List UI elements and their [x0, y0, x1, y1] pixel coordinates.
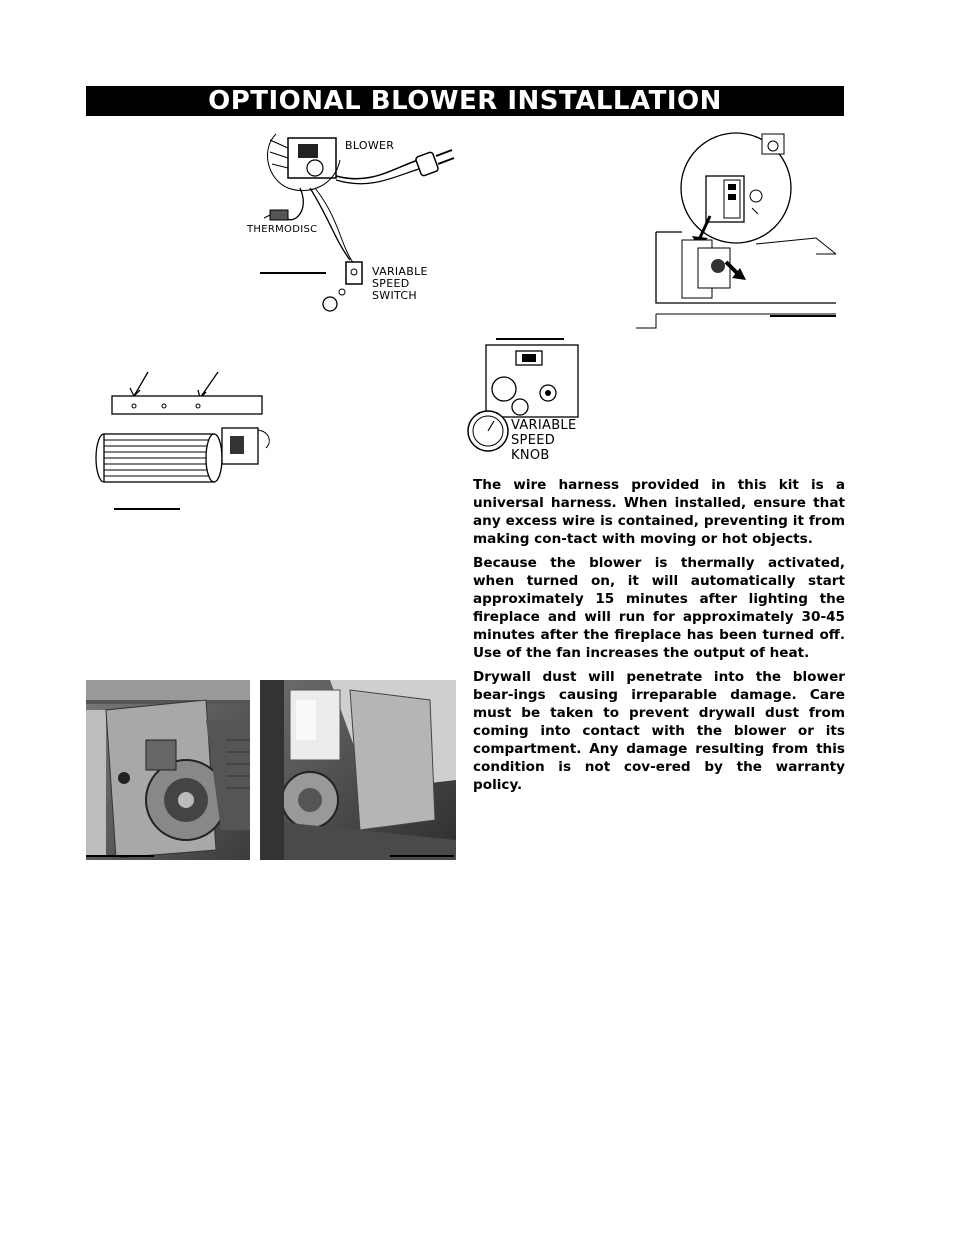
- blower-drawing: [90, 368, 280, 513]
- wiring-diagram: [240, 130, 470, 315]
- blower-label: BLOWER: [345, 139, 395, 152]
- label-line: SWITCH: [372, 289, 417, 302]
- fireplace-cutaway-diagram: [636, 128, 842, 333]
- label-line: SPEED: [511, 433, 556, 448]
- paragraph-thermal-activation: Because the blower is thermally activated, when turned on, it will automatically start approximately 15 minutes after lighting the fireplace and will run for approximately 30-45 minutes after the fireplace has been turned off. Use of the fan increases the output of heat.: [473, 555, 845, 661]
- variable-speed-knob-label: [511, 418, 577, 463]
- page-title: OPTIONAL BLOWER INSTALLATION: [208, 86, 722, 116]
- paragraph-drywall-warning: Drywall dust will penetrate into the blower bear-ings causing irreparable damage. Care must be taken to prevent drywall dust from coming into contact with the blower or its compartment. Any damage resulting from this condition is not cov-ered by the warranty policy.: [473, 669, 845, 793]
- blower-installation-photo-1: [86, 680, 250, 860]
- label-line: VARIABLE: [511, 418, 577, 433]
- thermodisc-label: THERMODISC: [247, 224, 318, 235]
- paragraph-wire-harness: The wire harness provided in this kit is a universal harness. When installed, ensure that any excess wire is contained, preventing it from making con-tact with moving or hot objects.: [473, 477, 845, 547]
- page-title-bar: [86, 86, 844, 116]
- variable-speed-switch-label: [372, 266, 428, 302]
- label-line: VARIABLE: [372, 265, 428, 278]
- label-line: SPEED: [372, 277, 410, 290]
- blower-installation-photo-2: [260, 680, 456, 860]
- instructions-text: [473, 476, 845, 794]
- label-line: KNOB: [511, 448, 550, 463]
